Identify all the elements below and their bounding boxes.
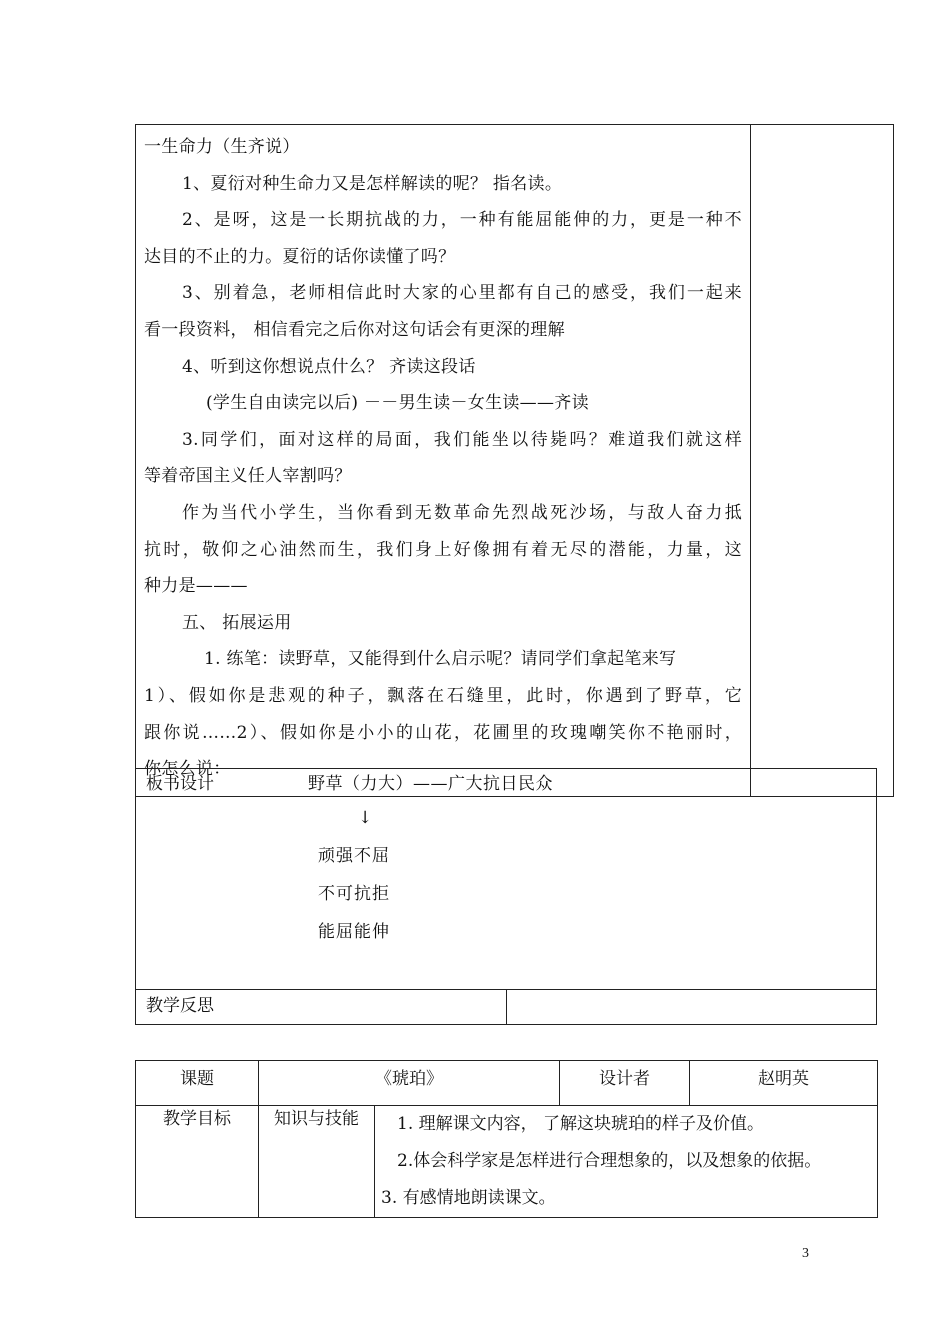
designer-label: 设计者 <box>560 1061 690 1106</box>
teaching-goals-label: 教学目标 <box>136 1106 259 1218</box>
topic-label: 课题 <box>136 1061 259 1106</box>
board-design-cell <box>136 769 877 990</box>
goal-item: 3. 有感情地朗读课文。 <box>381 1188 556 1208</box>
lesson-continuation-table <box>135 124 894 797</box>
lesson-line: 3、别着急，老师相信此时大家的心里都有自己的感受，我们一起来 <box>182 283 742 304</box>
lesson-line: 1. 练笔：读野草，又能得到什么启示呢？请同学们拿起笔来写 <box>204 649 677 670</box>
board-design-label: 板书设计 <box>146 774 214 794</box>
lesson-line: 你怎么说： <box>144 759 231 780</box>
goal-item: 1. 理解课文内容， 了解这块琥珀的样子及价值。 <box>397 1114 765 1134</box>
lesson-line: 看一段资料， 相信看完之后你对这句话会有更深的理解 <box>144 319 565 340</box>
board-design-title: 野草（力大）——广大抗日民众 <box>308 774 553 794</box>
lesson-process-cell <box>136 125 751 797</box>
lesson-plan-table <box>135 1060 878 1218</box>
lesson-line: 1）、假如你是悲观的种子，飘落在石缝里，此时，你遇到了野草，它 <box>144 685 742 706</box>
knowledge-skills-label: 知识与技能 <box>259 1106 375 1218</box>
lesson-line: 跟你说……2）、假如你是小小的山花，花圃里的玫瑰嘲笑你不艳丽时， <box>144 722 742 743</box>
designer-value: 赵明英 <box>690 1061 878 1106</box>
goal-item: 2.体会科学家是怎样进行合理想象的，以及想象的依据。 <box>397 1151 822 1171</box>
board-reflection-table <box>135 768 877 1025</box>
page-number: 3 <box>802 1246 809 1261</box>
reflection-content-cell <box>506 990 877 1025</box>
board-item: 不可抗拒 <box>318 884 390 904</box>
board-item: 能屈能伸 <box>318 922 390 942</box>
lesson-line: 1、夏衍对种生命力又是怎样解读的呢？ 指名读。 <box>182 173 563 194</box>
lesson-line: 3.同学们，面对这样的局面，我们能坐以待毙吗？难道我们就这样 <box>182 429 742 450</box>
lesson-line: 一生命力（生齐说） <box>144 137 300 157</box>
lesson-line: 等着帝国主义任人宰割吗？ <box>144 466 352 487</box>
lesson-line: 达目的不止的力。夏衍的话你读懂了吗？ <box>144 246 456 267</box>
lesson-line: 作为当代小学生，当你看到无数革命先烈战死沙场，与敌人奋力抵 <box>182 502 742 523</box>
lesson-line: 2、是呀，这是一长期抗战的力，一种有能屈能伸的力，更是一种不 <box>182 210 742 231</box>
lesson-line: 种力是——— <box>144 576 248 597</box>
teaching-goals-list <box>375 1106 878 1218</box>
notes-cell <box>751 125 894 797</box>
reflection-label: 教学反思 <box>146 996 214 1016</box>
reflection-label-cell <box>136 990 507 1025</box>
lesson-line: 抗时，敬仰之心油然而生，我们身上好像拥有着无尽的潜能，力量，这 <box>144 539 742 560</box>
section-heading: 五、 拓展运用 <box>182 612 292 633</box>
board-item: 顽强不屈 <box>318 846 390 866</box>
topic-value: 《琥珀》 <box>259 1061 560 1106</box>
lesson-line: 4、听到这你想说点什么？ 齐读这段话 <box>182 356 476 377</box>
lesson-line: (学生自由读完以后) －－男生读－女生读——齐读 <box>206 393 589 414</box>
down-arrow-icon: ↓ <box>358 808 373 828</box>
